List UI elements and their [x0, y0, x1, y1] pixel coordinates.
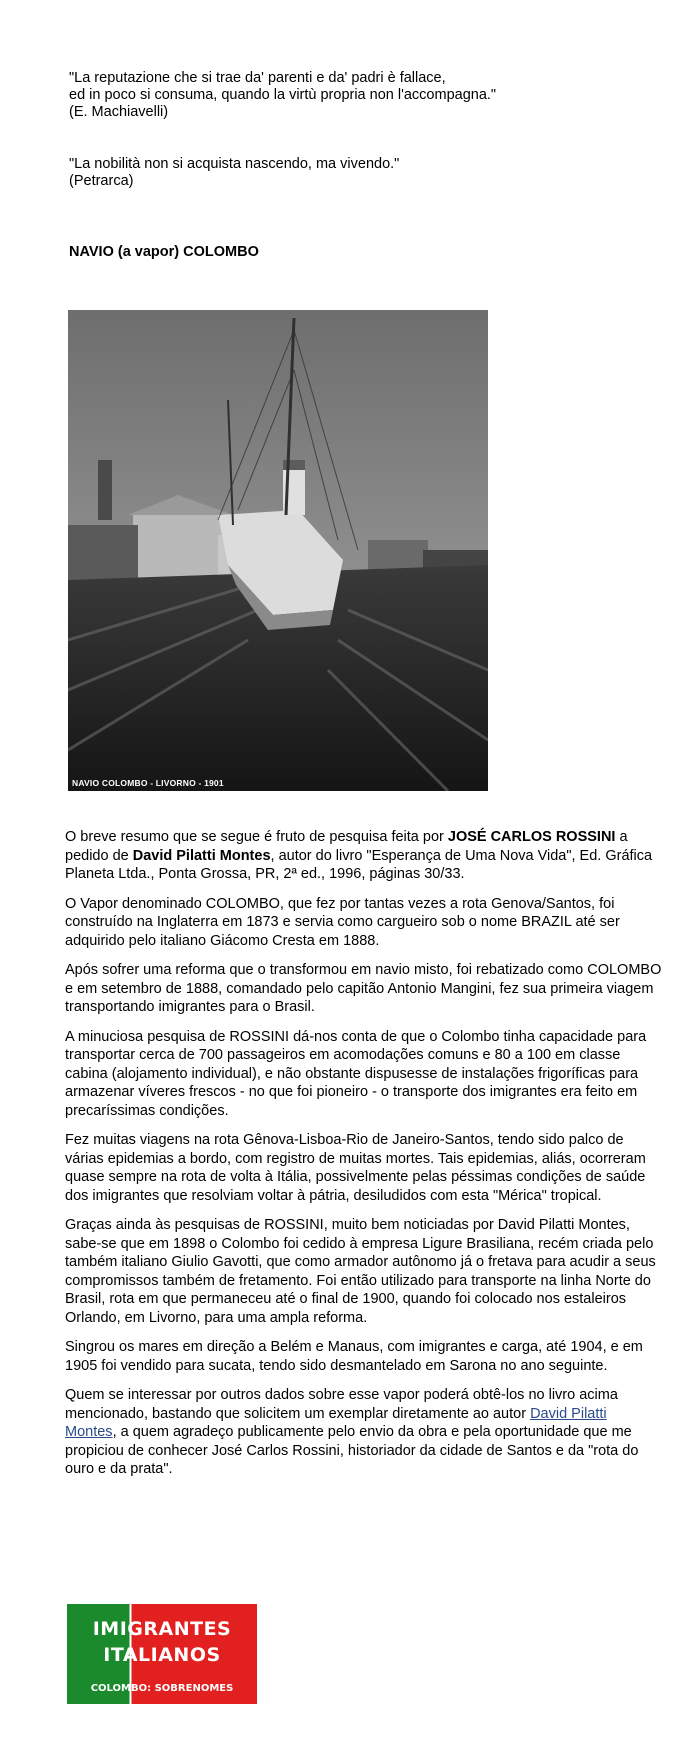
- logo-line-3: COLOMBO: SOBRENOMES: [90, 1683, 234, 1694]
- quote-author: (Petrarca): [69, 173, 134, 189]
- bold-name: JOSÉ CARLOS ROSSINI: [447, 829, 616, 845]
- imigrantes-italianos-logo[interactable]: [67, 1604, 257, 1704]
- text-run: O breve resumo que se segue é fruto de pesquisa feita por: [65, 829, 448, 845]
- bold-name: David Pilatti Montes: [132, 847, 271, 864]
- quote-author: (E. Machiavelli): [69, 104, 169, 120]
- photo-caption: NAVIO COLOMBO - LIVORNO - 1901: [72, 778, 224, 788]
- article-paragraph: [65, 828, 662, 884]
- article-paragraph: O Vapor denominado COLOMBO, que fez por tantas vezes a rota Genova/Santos, foi construído na Inglaterra em 1873 e servia como cargueiro sob o nome BRAZIL até ser adquirido pelo italiano Giácomo Cresta em 1888.: [65, 895, 620, 949]
- text-run: a pedido de: [65, 829, 628, 864]
- article-paragraph: Graças ainda às pesquisas de ROSSINI, muito bem noticiadas por David Pilatti Montes, sabe-se que em 1898 o Colombo foi cedido à empresa Ligure Brasiliana, recém criada pelo também italiano Giulio Gavotti, que como armador autônomo já o fretava para acudir a seus compromissos também de fretamento. Foi então utilizado para transporte na linha Norte do Brasil, rota em que permaneceu até o final de 1900, quando foi colocado nos estaleiros Orlando, em Livorno, para uma ampla reforma.: [65, 1217, 656, 1326]
- article-paragraph: Fez muitas viagens na rota Gênova-Lisboa-Rio de Janeiro-Santos, tendo sido palco de várias epidemias a bordo, com registro de muitas mortes. Tais epidemias, aliás, ocorreram quase sempre na rota de volta à Itália, possivelmente pelas péssimas condições de saúde dos imigrantes que resolviam voltar à pátria, desiludidos com esta "Mérica" tropical.: [65, 1132, 646, 1204]
- text-run: Quem se interessar por outros dados sobre esse vapor poderá obtê-los no livro acima mencionado, bastando que solicitem um exemplar diretamente ao autor: [65, 1387, 618, 1422]
- quote-line: "La nobilità non si acquista nascendo, ma vivendo.": [69, 156, 400, 172]
- logo-line-2: ITALIANOS: [103, 1644, 221, 1666]
- author-link[interactable]: David Pilatti Montes: [65, 1405, 607, 1440]
- text-run: , autor do livro "Esperança de Uma Nova Vida", Ed. Gráfica Planeta Ltda., Ponta Grossa, PR, 2ª ed., 1996, páginas 30/33.: [65, 847, 653, 882]
- text-run: , a quem agradeço publicamente pelo envio da obra e pela oportunidade que me propiciou de conhecer José Carlos Rossini, historiador da cidade de Santos e da "rota do ouro e da prata".: [65, 1424, 639, 1477]
- logo-line-1: IMIGRANTES: [92, 1618, 232, 1640]
- article-paragraph: A minuciosa pesquisa de ROSSINI dá-nos conta de que o Colombo tinha capacidade para transportar cerca de 700 passageiros em acomodações comuns e 80 a 100 em classe cabina (alojamento individual), e não obstante dispusesse de instalações frigoríficas para armazenar víveres frescos - no que foi pioneiro - o transporte dos imigrantes era feito em precaríssimas condições.: [65, 1028, 647, 1119]
- ship-photo-illustration: [68, 310, 488, 791]
- article-body: [65, 828, 662, 1490]
- quote-machiavelli: [69, 70, 496, 121]
- ship-photo: [68, 310, 488, 791]
- quote-line: ed in poco si consuma, quando la virtù propria non l'accompagna.": [69, 87, 497, 103]
- page-title: NAVIO (a vapor) COLOMBO: [69, 244, 259, 260]
- article-paragraph: Após sofrer uma reforma que o transformou em navio misto, foi rebatizado como COLOMBO e em setembro de 1888, comandado pelo capitão Antonio Mangini, fez sua primeira viagem transportando imigrantes para o Brasil.: [65, 962, 662, 1015]
- quote-line: "La reputazione che si trae da' parenti e da' padri è fallace,: [69, 70, 446, 86]
- article-paragraph: Singrou os mares em direção a Belém e Manaus, com imigrantes e carga, até 1904, e em 1905 foi vendido para sucata, tendo sido desmantelado em Sarona no ano seguinte.: [65, 1339, 643, 1374]
- article-paragraph: [65, 1386, 662, 1479]
- quote-petrarca: [69, 156, 399, 190]
